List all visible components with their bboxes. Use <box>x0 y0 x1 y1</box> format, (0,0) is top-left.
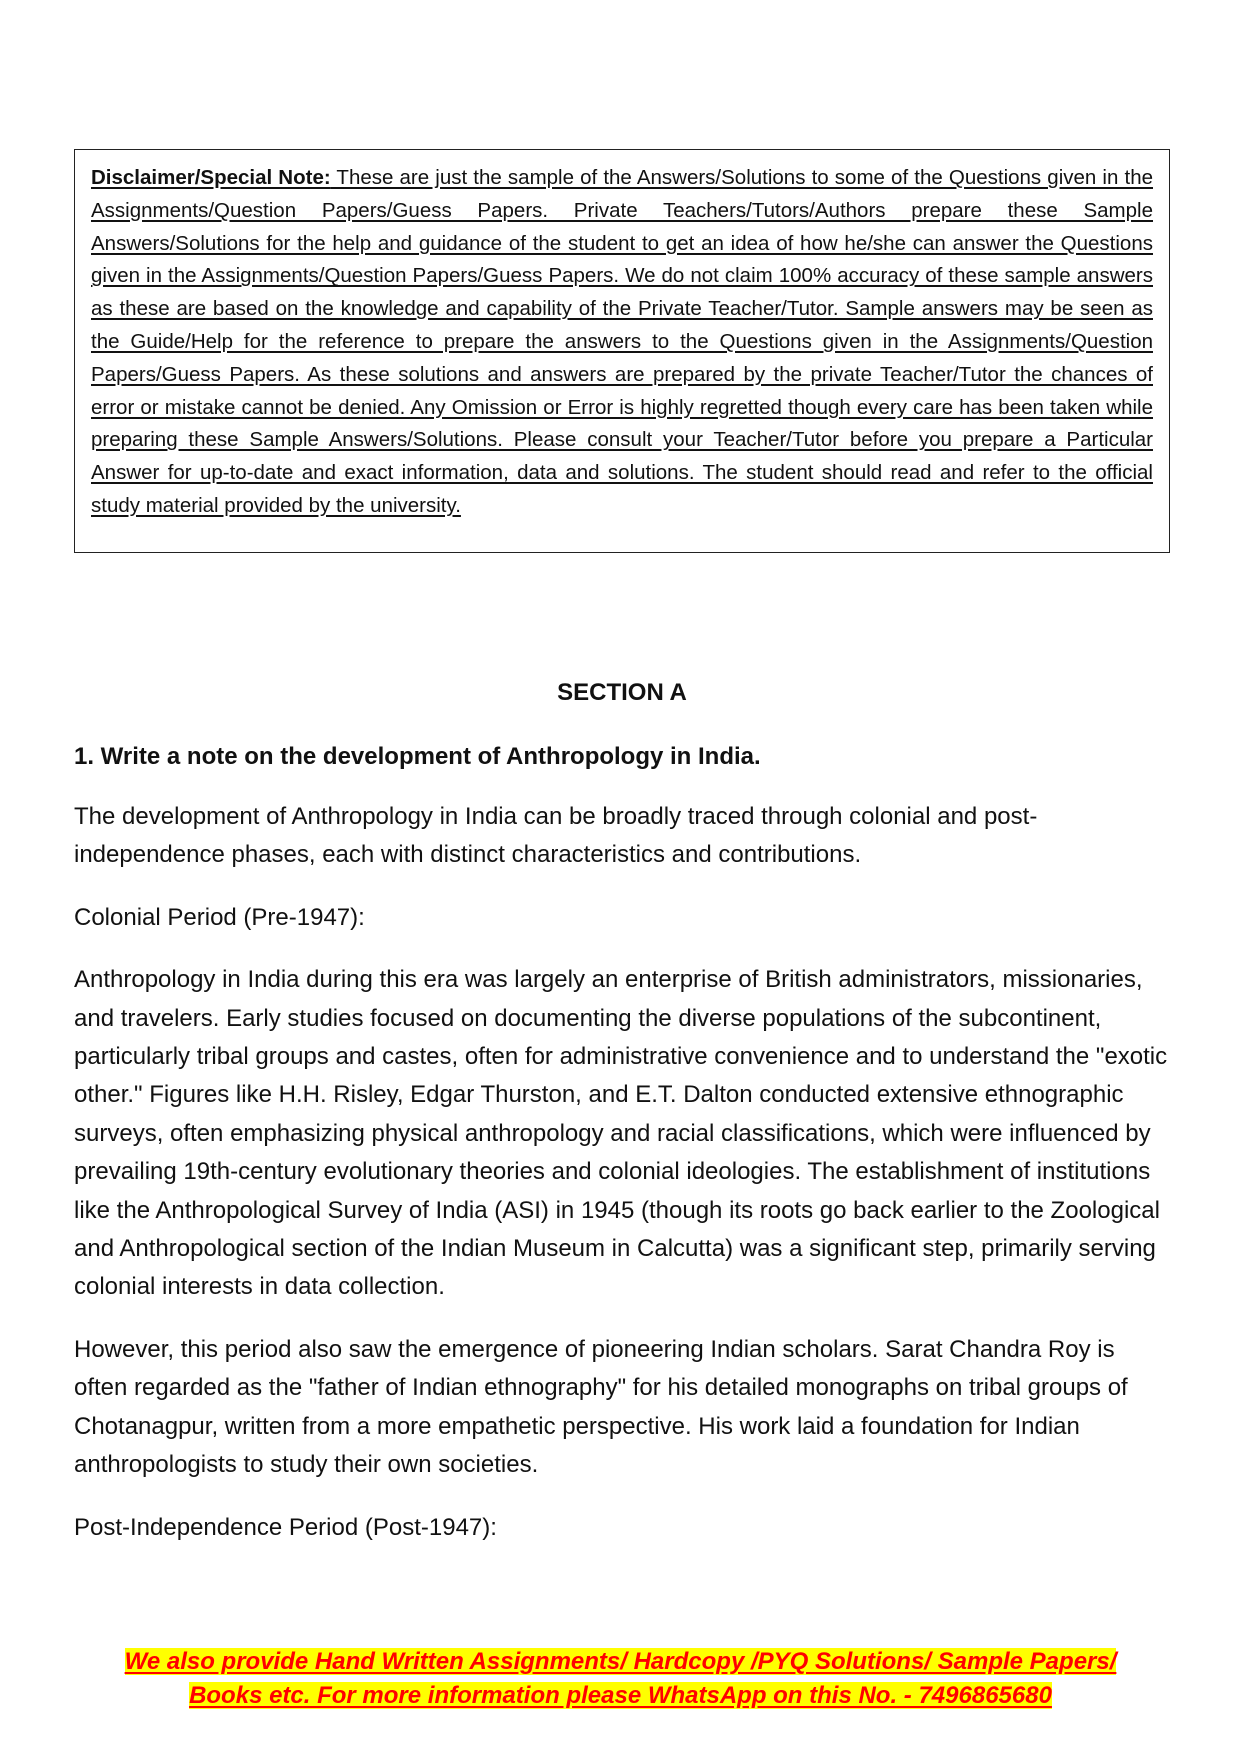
section-heading: SECTION A <box>557 679 687 706</box>
paragraph-intro: The development of Anthropology in India can be broadly traced through colonial and post-independence phases, each with distinct characteristics and contributions. <box>74 803 1038 869</box>
footer-line-2: Books etc. For more information please WhatsApp on this No. - 7496865680 <box>189 1682 1052 1709</box>
question-heading: 1. Write a note on the development of Anthropology in India. <box>74 743 761 770</box>
main-content <box>74 676 1170 1571</box>
disclaimer-label: Disclaimer/Special Note: <box>91 166 331 189</box>
subheading-post-independence: Post-Independence Period (Post-1947): <box>74 1513 497 1541</box>
subheading-colonial-period: Colonial Period (Pre-1947): <box>74 903 365 931</box>
footer-advertisement <box>60 1645 1181 1713</box>
paragraph-colonial: Anthropology in India during this era was largely an enterprise of British administrators, missionaries, and travelers. Early studies focused on documenting the diverse populations of the subcontinent, particularly tribal groups and castes, often for administrative convenience and to understand the "exotic other." Figures like H.H. Risley, Edgar Thurston, and E.T. Dalton conducted extensive ethnographic surveys, often emphasizing physical anthropology and racial classifications, which were influenced by prevailing 19th-century evolutionary theories and colonial ideologies. The establishment of institutions like the Anthropological Survey of India (ASI) in 1945 (though its roots go back earlier to the Zoological and Anthropological section of the Indian Museum in Calcutta) was a significant step, primarily serving colonial interests in data collection. <box>74 966 1168 1301</box>
footer-line-1: We also provide Hand Written Assignments/ Hardcopy /PYQ Solutions/ Sample Papers/ <box>124 1648 1117 1675</box>
disclaimer-body: These are just the sample of the Answers/Solutions to some of the Questions given in the Assignments/Question Papers/Guess Papers. Private Teachers/Tutors/Authors prepare these Sample Answers/Solutions for the help and guidance of the student to get an idea of how he/she can answer the Questions given in the Assignments/Question Papers/Guess Papers. We do not claim 100% accuracy of these sample answers as these are based on the knowledge and capability of the Private Teacher/Tutor. Sample answers may be seen as the Guide/Help for the reference to prepare the answers to the Questions given in the Assignments/Question Papers/Guess Papers. As these solutions and answers are prepared by the private Teacher/Tutor the chances of error or mistake cannot be denied. Any Omission or Error is highly regretted though every care has been taken while preparing these Sample Answers/Solutions. Please consult your Teacher/Tutor before you prepare a Particular Answer for up-to-date and exact information, data and solutions. The student should read and refer to the official study material provided by the university. <box>91 166 1153 517</box>
paragraph-indian-scholars: However, this period also saw the emergence of pioneering Indian scholars. Sarat Chandra Roy is often regarded as the "father of Indian ethnography" for his detailed monographs on tribal groups of Chotanagpur, written from a more empathetic perspective. His work laid a foundation for Indian anthropologists to study their own societies. <box>74 1335 1128 1479</box>
disclaimer-paragraph <box>91 162 1153 523</box>
disclaimer-box <box>74 149 1170 553</box>
